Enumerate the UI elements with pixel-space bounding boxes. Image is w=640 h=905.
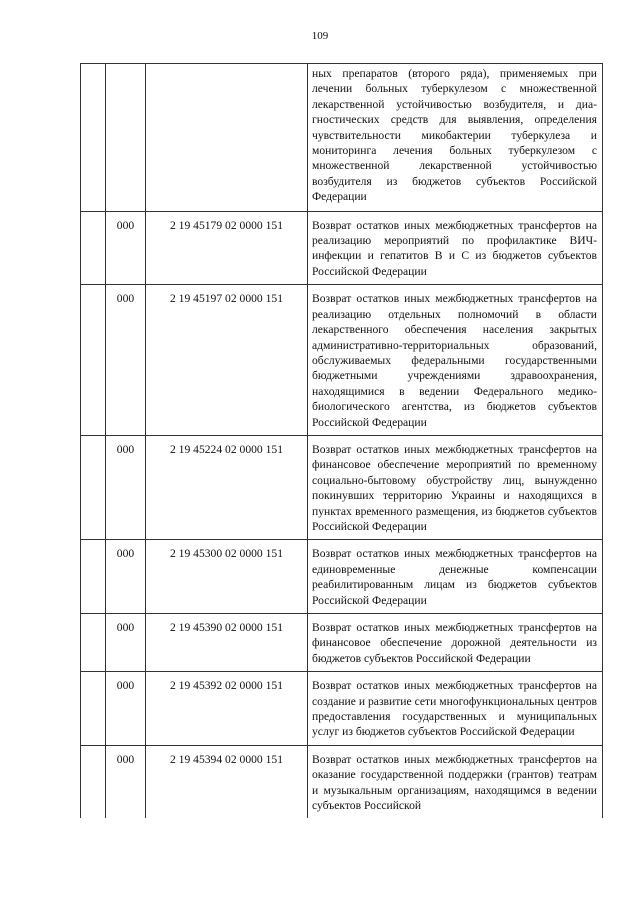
blank-cell <box>81 64 106 212</box>
description-cell: Возврат остатков иных межбюджетных трансфертов на реализацию мероприятий по профилактике ВИЧ-инфекции и гепатитов В и С из бюджетов субъектов Российской Федерации <box>308 211 603 285</box>
budget-code-cell: 2 19 45179 02 0000 151 <box>146 211 308 285</box>
budget-code-cell <box>146 64 308 212</box>
blank-cell <box>81 614 106 672</box>
table-row <box>81 672 603 746</box>
description-cell: Возврат остатков иных межбюджетных трансфертов на финансовое обеспечение мероприятий по временному социально-бытовому обустройству лиц, вынужденно покинувших территорию Украины и находящихся в пунктах временного размещения, из бюджетов субъектов Российской Федерации <box>308 435 603 539</box>
budget-codes-table <box>80 63 603 818</box>
admin-code-cell: 000 <box>106 285 146 436</box>
blank-cell <box>81 540 106 614</box>
blank-cell <box>81 745 106 818</box>
admin-code-cell: 000 <box>106 745 146 818</box>
admin-code-cell: 000 <box>106 672 146 746</box>
description-cell: Возврат остатков иных межбюджетных трансфертов на финансовое обеспечение дорожной деятельности из бюджетов субъектов Российской Федерации <box>308 614 603 672</box>
description-cell: ных препаратов (второго ряда), применяемых при лечении больных туберкулезом с множественной лекарственной устойчивостью возбудителя, и диагностических средств для выявления, определения чувствительности микобактерии туберкулеза и мониторинга лечения больных туберкулезом с множественной лекарственной устойчивостью возбудителя из бюджетов субъектов Российской Федерации <box>308 64 603 212</box>
table-row <box>81 435 603 539</box>
budget-code-cell: 2 19 45390 02 0000 151 <box>146 614 308 672</box>
admin-code-cell: 000 <box>106 435 146 539</box>
blank-cell <box>81 211 106 285</box>
table-row <box>81 285 603 436</box>
budget-code-cell: 2 19 45197 02 0000 151 <box>146 285 308 436</box>
description-cell: Возврат остатков иных межбюджетных трансфертов на единовременные денежные компенсации реабилитированным лицам из бюджетов субъектов Российской Федерации <box>308 540 603 614</box>
blank-cell <box>81 672 106 746</box>
description-cell: Возврат остатков иных межбюджетных трансфертов на оказание государственной поддержки (грантов) театрам и музыкальным организациям, находящимся в ведении субъектов Российской <box>308 745 603 818</box>
admin-code-cell: 000 <box>106 540 146 614</box>
table-row <box>81 745 603 818</box>
table-row <box>81 540 603 614</box>
description-cell: Возврат остатков иных межбюджетных трансфертов на создание и развитие сети многофункциональных центров предоставления государственных и муниципальных услуг из бюджетов субъектов Российской Федерации <box>308 672 603 746</box>
table-row <box>81 211 603 285</box>
admin-code-cell: 000 <box>106 211 146 285</box>
budget-code-cell: 2 19 45392 02 0000 151 <box>146 672 308 746</box>
admin-code-cell: 000 <box>106 614 146 672</box>
budget-code-cell: 2 19 45224 02 0000 151 <box>146 435 308 539</box>
budget-code-cell: 2 19 45394 02 0000 151 <box>146 745 308 818</box>
table-row <box>81 614 603 672</box>
blank-cell <box>81 435 106 539</box>
admin-code-cell <box>106 64 146 212</box>
table-row <box>81 64 603 212</box>
page-number: 109 <box>311 30 329 42</box>
budget-code-cell: 2 19 45300 02 0000 151 <box>146 540 308 614</box>
description-cell: Возврат остатков иных межбюджетных трансфертов на реализацию отдельных полномочий в области лекарственного обеспечения населения закрытых административно-территориальных образований, обслуживаемых федеральными государственными бюджетными учреждениями здравоохранения, находящимися в ведении Федерального медико-биологического агентства, из бюджетов субъектов Российской Федерации <box>308 285 603 436</box>
blank-cell <box>81 285 106 436</box>
